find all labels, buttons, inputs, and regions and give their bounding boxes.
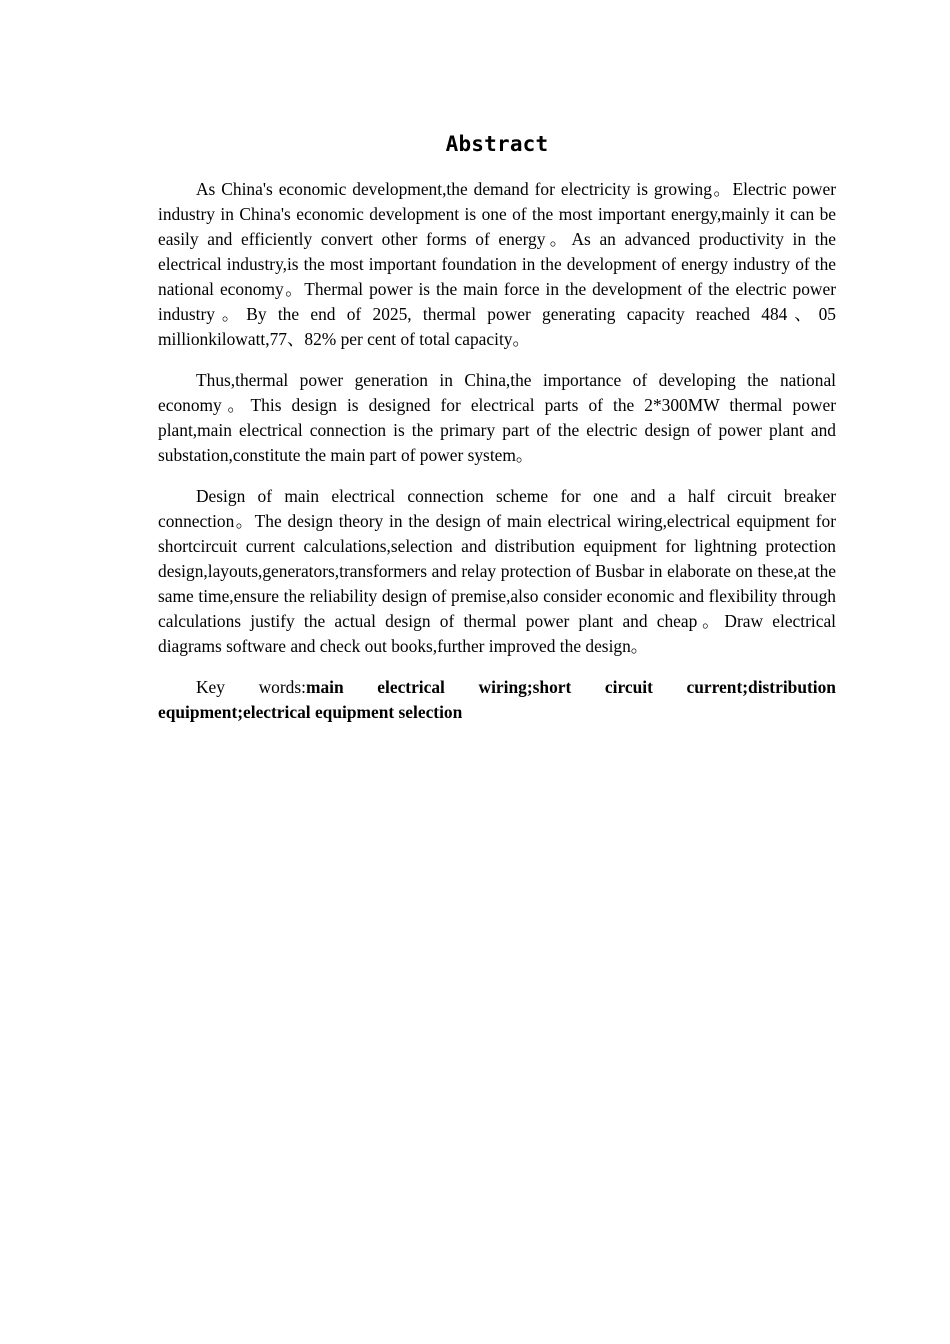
abstract-title: Abstract bbox=[445, 132, 549, 156]
abstract-page bbox=[158, 132, 836, 741]
keywords-paragraph bbox=[158, 675, 836, 725]
abstract-paragraph-2: Thus,thermal power generation in China,the importance of developing the national economy。This design is designed for electrical parts of the 2*300MW thermal power plant,main electrical connection is the primary part of the electric design of power plant and substation,constitute the main part of power system。 bbox=[158, 370, 836, 465]
abstract-paragraph-3: Design of main electrical connection scheme for one and a half circuit breaker connection。The design theory in the design of main electrical wiring,electrical equipment for shortcircuit current calculations,selection and distribution equipment for lightning protection design,layouts,generators,transformers and relay protection of Busbar in elaborate on these,at the same time,ensure the reliability design of premise,also consider economic and flexibility through calculations justify the actual design of thermal power plant and cheap。Draw electrical diagrams software and check out books,further improved the design。 bbox=[158, 486, 836, 656]
keywords-terms: main electrical wiring;short circuit current;distribution equipment;electrical equipment selection bbox=[158, 677, 836, 722]
keywords-label: Key words: bbox=[196, 677, 306, 697]
abstract-paragraph-1: As China's economic development,the demand for electricity is growing。Electric power industry in China's economic development is one of the most important energy,mainly it can be easily and efficiently convert other forms of energy。As an advanced productivity in the electrical industry,is the most important foundation in the development of energy industry of the national economy。Thermal power is the main force in the development of the electric power industry。By the end of 2025, thermal power generating capacity reached 484、05 millionkilowatt,77、82% per cent of total capacity。 bbox=[158, 179, 836, 349]
